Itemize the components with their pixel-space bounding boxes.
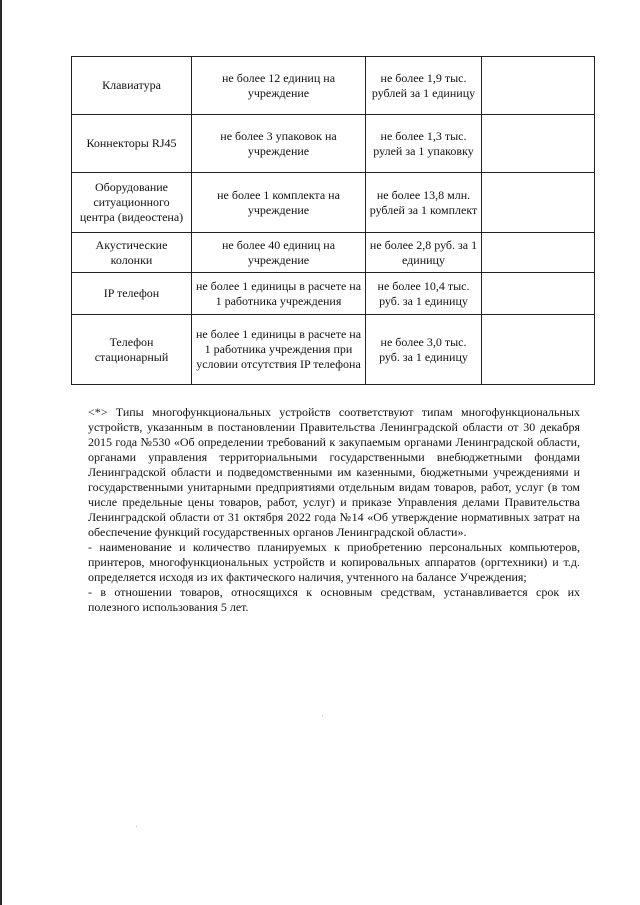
empty-cell xyxy=(482,57,595,115)
item-name-cell: IP телефон xyxy=(72,273,192,315)
price-cell: не более 1,3 тыс. рулей за 1 упаковку xyxy=(366,115,482,173)
bullet-paragraph: - наименование и количество планируемых к приобретению персональных компьютеров, принтеров, многофункциональных устройств и копировальных аппаратов (оргтехники) и т.д. определяется исходя из их фактического наличия, учтенного на балансе Учреждения; xyxy=(88,540,580,584)
price-cell: не более 13,8 млн. рублей за 1 комплект xyxy=(366,173,482,233)
empty-cell xyxy=(482,273,595,315)
bullet-paragraph: - в отношении товаров, относящихся к основным средствам, устанавливается срок их полезного использования 5 лет. xyxy=(88,585,580,614)
empty-cell xyxy=(482,315,595,385)
empty-cell xyxy=(482,115,595,173)
footnote-paragraph: <*> Типы многофункциональных устройств соответствуют типам многофункциональных устройств, указанным в постановлении Правительства Ленинградской области от 30 декабря 2015 года №530 «Об определении требований к закупаемым органами Ленинградской области, органами управления территориальными государственными внебюджетными фондами Ленинградской области и подведомственными им казенными, бюджетными учреждениями и государственными унитарными предприятиями отдельным видам товаров, работ, услуг (в том числе предельные цены товаров, работ, услуг) и приказе Управления делами Правительства Ленинградской области от 31 октября 2022 года №14 «Об утверждение нормативных затрат на обеспечение функций государственных органов Ленинградской области». xyxy=(88,405,580,539)
table-row xyxy=(72,273,595,315)
quantity-cell: не более 1 единицы в расчете на 1 работника учреждения при условии отсутствия IP телефона xyxy=(192,315,366,385)
table-row xyxy=(72,173,595,233)
empty-cell xyxy=(482,173,595,233)
table-row xyxy=(72,233,595,273)
quantity-cell: не более 40 единиц на учреждение xyxy=(192,233,366,273)
item-name-cell: Клавиатура xyxy=(72,57,192,115)
table-row xyxy=(72,57,595,115)
price-cell: не более 2,8 руб. за 1 единицу xyxy=(366,233,482,273)
item-name-cell: Телефон стационарный xyxy=(72,315,192,385)
quantity-cell: не более 12 единиц на учреждение xyxy=(192,57,366,115)
table-row xyxy=(72,315,595,385)
table-row xyxy=(72,115,595,173)
price-cell: не более 1,9 тыс. рублей за 1 единицу xyxy=(366,57,482,115)
quantity-cell: не более 1 комплекта на учреждение xyxy=(192,173,366,233)
item-name-cell: Акустические колонки xyxy=(72,233,192,273)
empty-cell xyxy=(482,233,595,273)
price-cell: не более 10,4 тыс. руб. за 1 единицу xyxy=(366,273,482,315)
quantity-cell: не более 3 упаковок на учреждение xyxy=(192,115,366,173)
item-name-cell: Оборудование ситуационного центра (видеостена) xyxy=(72,173,192,233)
page-scan-edge xyxy=(0,0,2,905)
scan-speck xyxy=(322,715,323,716)
scan-speck xyxy=(136,826,137,827)
quantity-cell: не более 1 единицы в расчете на 1 работника учреждения xyxy=(192,273,366,315)
notes-section xyxy=(88,405,580,615)
item-name-cell: Коннекторы RJ45 xyxy=(72,115,192,173)
norms-table xyxy=(71,56,595,385)
price-cell: не более 3,0 тыс. руб. за 1 единицу xyxy=(366,315,482,385)
